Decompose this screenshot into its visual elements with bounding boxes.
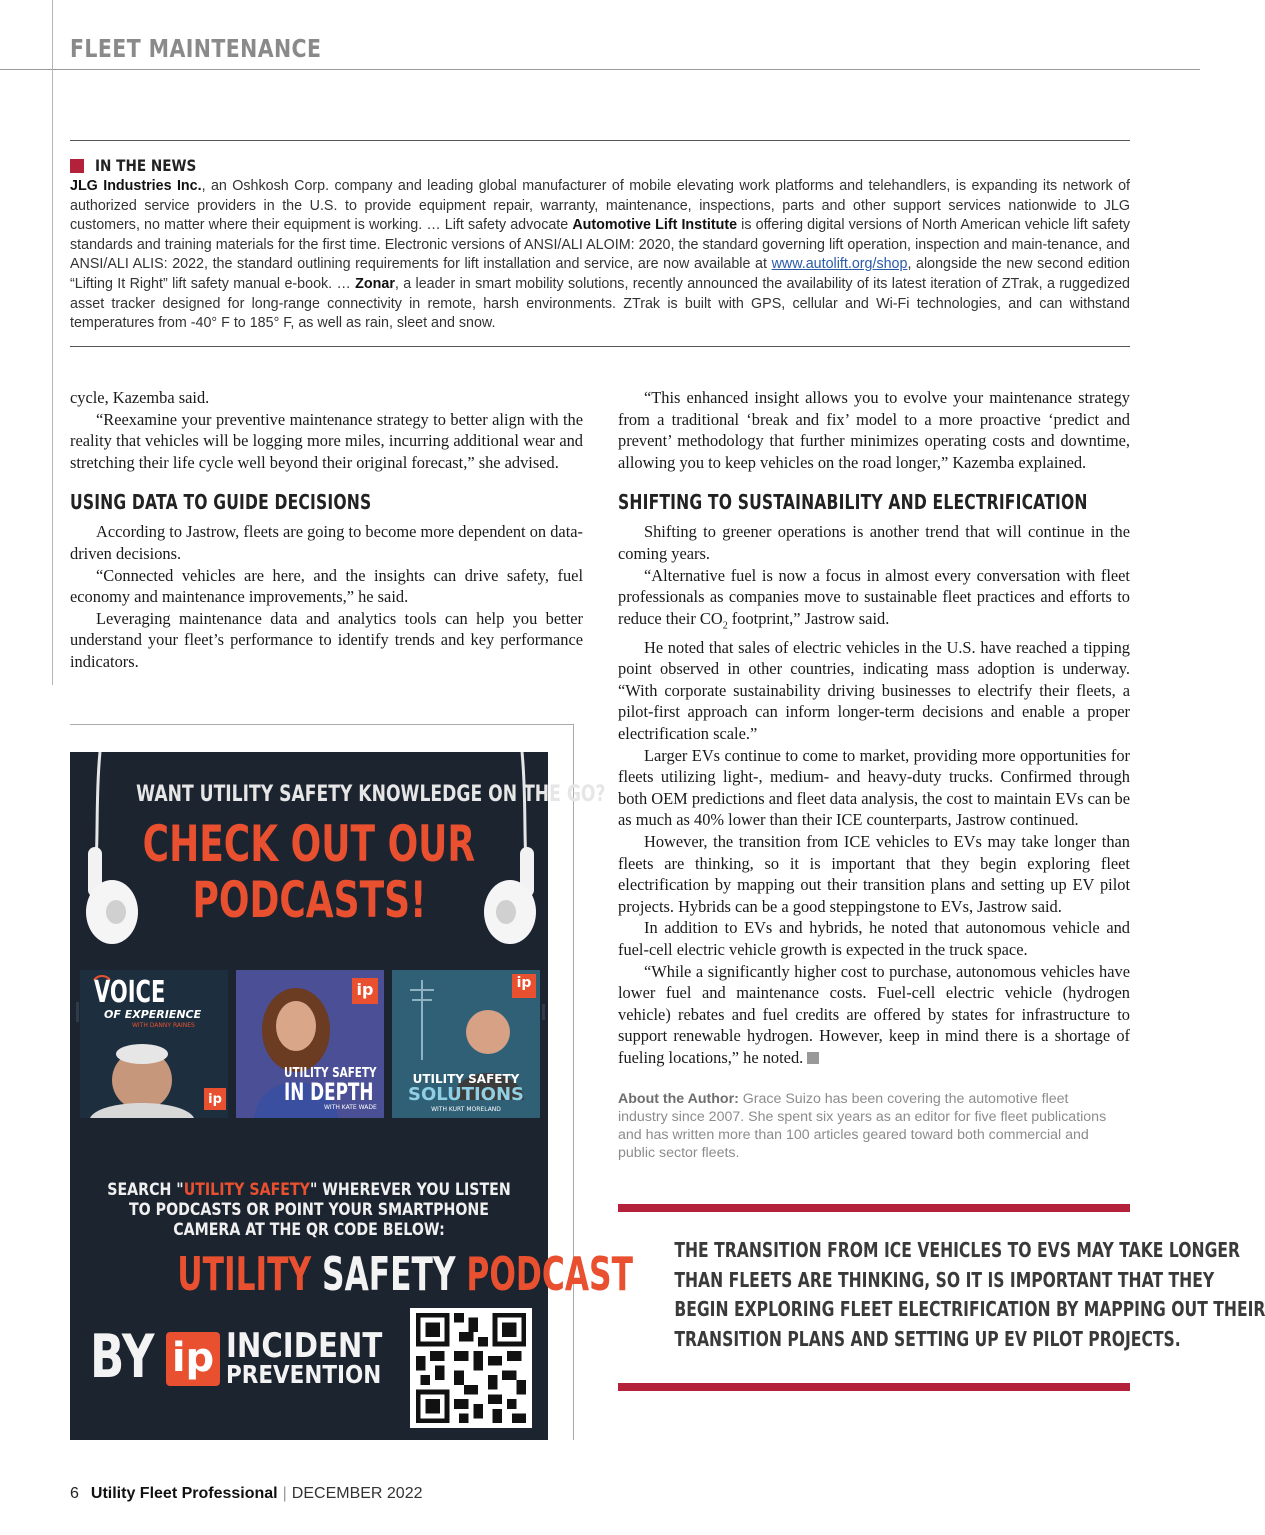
paragraph: “Reexamine your preventive maintenance strategy to better align with the reality that vehicles will be logging more miles, incurring additional wear and stretching their life cycle well beyond their original forecast,” she advised.: [70, 409, 583, 472]
paragraph: Leveraging maintenance data and analytics tools can help you better understand your fleet’s performance to identify trends and key performance indicators.: [70, 608, 583, 671]
page-number: 6: [70, 1485, 79, 1502]
news-link[interactable]: www.autolift.org/shop: [771, 256, 908, 273]
show3-title-2: SOLUTIONS: [407, 1084, 524, 1105]
show2-host: WITH KATE WADE: [324, 1104, 377, 1111]
page-footer: [70, 1485, 423, 1503]
paragraph: “This enhanced insight allows you to evolve your maintenance strategy from a traditional ‘break and fix’ model to a more proactive ‘predict and prevent’ methodology that further minimizes operating costs and downtime, allowing you to keep vehicles on the road longer,” Kazemba explained.: [618, 388, 1130, 472]
show1-title: VOICE: [94, 975, 166, 1010]
podcast-advertisement[interactable]: [70, 752, 633, 1440]
news-body: [70, 177, 1130, 334]
show2-title-2: IN DEPTH: [284, 1078, 374, 1106]
footer-separator: |: [282, 1485, 287, 1502]
ad-by: BY: [90, 1322, 155, 1392]
paragraph: [618, 565, 1130, 637]
header-rule: [0, 69, 1200, 70]
ad-tagline: WANT UTILITY SAFETY KNOWLEDGE ON THE GO?: [136, 782, 606, 807]
ad-podcast-title: UTILITY SAFETY PODCAST: [177, 1247, 633, 1301]
news-text-ali: is offering digital versions of North American vehicle lift safety standards and training materials for the first time. Electronic versions of ANSI/ALI ALOIM: 2020, the standard governing lift operation, inspection and main-tenance, and ANSI/ALI ALIS: 2022, the standard outlining requirements for lift installation and service, are now available at: [70, 217, 1130, 273]
ip-logo-small: ip: [208, 1092, 222, 1107]
ad-headline-1: CHECK OUT OUR: [142, 815, 476, 873]
issue-date: DECEMBER 2022: [291, 1485, 423, 1502]
news-text-jlg: , an Oshkosh Corp. company and leading global manufacturer of mobile elevating work platforms and telehandlers, is expanding its network of authorized service providers in the U.S. to provide equipment repair, warranty, maintenance, inspections, parts and other support services nationwide to JLG customers, no matter where their equipment is working. … Lift safety advocate: [70, 178, 1131, 234]
paragraph: However, the transition from ICE vehicles to EVs may take longer than fleets are thinking, so it is important that they begin exploring fleet electrification by mapping out their transition plans and setting up EV pilot projects. Hybrids can be a good steppingstone to EVs, Jastrow said.: [618, 831, 1130, 916]
news-text-zonar: , a leader in smart mobility solutions, recently announced the availability of its latest iteration of ZTrak, a ruggedized asset tracker designed for long-range connectivity in remote, harsh environments. ZTrak is built with GPS, cellular and Wi-Fi technologies, and can withstand temperatures from -40° F to 185° F, as well as rain, sleet and snow.: [70, 275, 1130, 332]
pull-quote-line: TRANSITION PLANS AND SETTING UP EV PILOT PROJECTS.: [674, 1326, 1181, 1351]
paragraph: According to Jastrow, fleets are going to become more dependent on data-driven decisions.: [70, 522, 583, 563]
news-company-ali: Automotive Lift Institute: [572, 217, 738, 234]
end-mark-icon: [807, 1052, 819, 1064]
qr-code-icon[interactable]: [410, 1308, 532, 1428]
author-bio: [618, 1090, 1108, 1162]
ad-headline-2: PODCASTS!: [191, 871, 426, 929]
show-thumb-in-depth[interactable]: [236, 970, 384, 1118]
news-company-zonar: Zonar: [355, 275, 395, 292]
show-thumb-voice-of-experience[interactable]: [80, 970, 228, 1118]
subhead-sustainability: SHIFTING TO SUSTAINABILITY AND ELECTRIFICATION: [618, 490, 1088, 515]
margin-rule: [52, 0, 53, 685]
news-heading-text: IN THE NEWS: [95, 156, 197, 175]
final-paragraph-text: “While a significantly higher cost to purchase, autonomous vehicles have lower fuel and maintenance costs. Fuel-cell electric vehicle (hydrogen vehicle) rebates and fuel credits are offered by states for infrastructure to support renewable hydrogen. However, keep in mind there is a shortage of fueling locations,” he noted.: [618, 961, 1130, 1067]
show1-host: WITH DANNY RAINES: [132, 1022, 195, 1029]
pull-quote: [618, 1236, 1265, 1354]
paragraph: Shifting to greener operations is another trend that will continue in the coming years.: [618, 522, 1130, 563]
co2-text-before: “Alternative fuel is now a focus in almost every conversation with fleet professionals as companies move to sustainable fleet practices and efforts to reduce their CO: [618, 565, 1130, 628]
news-bottom-rule: [70, 346, 1130, 347]
show1-sub: OF EXPERIENCE: [104, 1008, 202, 1021]
co2-subscript: 2: [722, 620, 728, 632]
news-company-jlg: JLG Industries Inc.: [70, 178, 202, 194]
paragraph: In addition to EVs and hybrids, he noted that autonomous vehicle and fuel-cell electric vehicle growth is expected in the truck space.: [618, 918, 1130, 959]
author-label: About the Author:: [618, 1091, 739, 1107]
ip-logo: ip: [166, 1332, 220, 1386]
right-column: [618, 387, 1130, 1069]
left-column: [70, 387, 583, 673]
ad-frame-right: [573, 724, 574, 1440]
show2-title-1: UTILITY SAFETY: [284, 1066, 377, 1081]
magazine-name: Utility Fleet Professional: [90, 1485, 278, 1502]
ip-logo-small: ip: [356, 980, 374, 999]
paragraph: cycle, Kazemba said.: [70, 388, 210, 407]
show3-title-1: UTILITY SAFETY: [412, 1072, 520, 1086]
news-top-rule: [70, 140, 1130, 141]
paragraph: “Connected vehicles are here, and the insights can drive safety, fuel economy and maintenance improvements,” he said.: [70, 565, 583, 607]
paragraph: He noted that sales of electric vehicles in the U.S. have reached a tipping point observed in other countries, indicating mass adoption is underway. “With corporate sustainability driving businesses to electrify their fleets, a pilot-first approach can inform longer-term decisions and enable a proper electrification scale.”: [618, 637, 1130, 743]
ad-frame-top: [70, 724, 574, 725]
paragraph: [618, 961, 1130, 1069]
pull-quote-bottom-bar: [618, 1383, 1130, 1391]
show-thumb-solutions[interactable]: [392, 970, 540, 1118]
news-heading: [70, 156, 214, 175]
red-square-bullet: [70, 159, 84, 173]
pull-quote-top-bar: [618, 1204, 1130, 1212]
co2-text-after: footprint,” Jastrow said.: [727, 608, 890, 628]
section-label: FLEET MAINTENANCE: [70, 34, 322, 63]
pull-quote-line: THE TRANSITION FROM ICE VEHICLES TO EVS MAY TAKE LONGER: [674, 1238, 1241, 1262]
ad-brand: INCIDENT PREVENTION: [226, 1326, 383, 1389]
author-text: Grace Suizo has been covering the automotive fleet industry since 2007. She spent six years as an editor for five fleet publications and has written more than 100 articles geared toward both commercial and public sector fleets.: [618, 1091, 1107, 1161]
news-text-ali-after: , alongside the new second edition “Lifting It Right” lift safety manual e-book. …: [70, 256, 1130, 292]
paragraph: Larger EVs continue to come to market, providing more opportunities for fleets utilizing light-, medium- and heavy-duty trucks. Confirmed through both OEM predictions and fleet data analysis, the cost to maintain EVs can be as much as 40% lower than their ICE counterparts, Jastrow continued.: [618, 745, 1130, 830]
subhead-data-decisions: USING DATA TO GUIDE DECISIONS: [70, 490, 372, 515]
ad-search-instructions: SEARCH "UTILITY SAFETY" WHEREVER YOU LISTEN TO PODCASTS OR POINT YOUR SMARTPHONE CAMERA AT THE QR CODE BELOW:: [107, 1180, 511, 1239]
show3-host: WITH KURT MORELAND: [431, 1106, 501, 1113]
ip-logo-small: ip: [516, 975, 532, 991]
pull-quote-line: BEGIN EXPLORING FLEET ELECTRIFICATION BY MAPPING OUT THEIR: [674, 1297, 1265, 1322]
pull-quote-line: THAN FLEETS ARE THINKING, SO IT IS IMPORTANT THAT THEY: [674, 1267, 1215, 1292]
